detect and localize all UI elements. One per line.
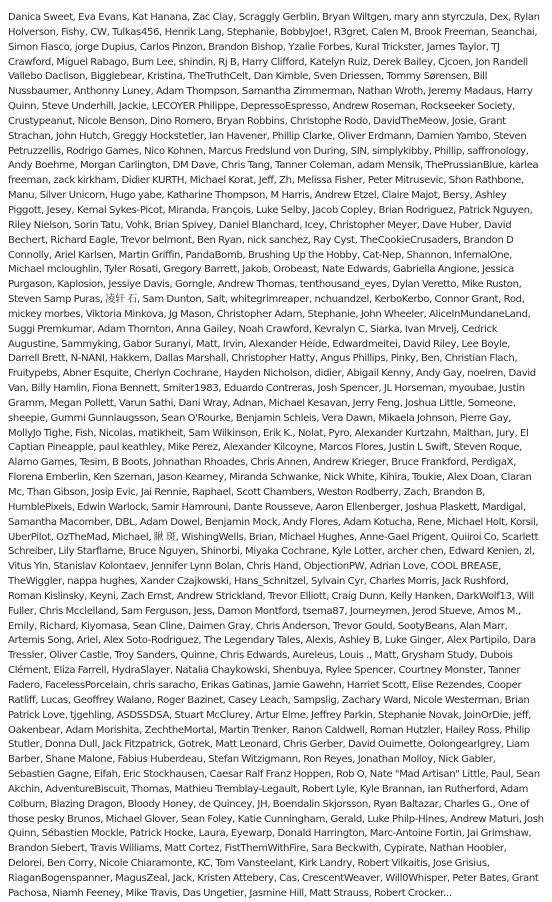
backer-credits-text: Danica Sweet, Eva Evans, Kat Hanana, Zac Clay, Scraggly Gerblin, Bryan Wiltgen, mary ann styrczula, Dex, Rylan Holverson, Fishy, CW, Tulkas456, Henrik Lang, Stephanie, BobbyJoe!, R3gret, Calen M, Brook Freeman, Seanchai, Simon Fiasco, jorge Dupius, Carlos Pinzon, Brandon Bishop, Yzalie Forbes, Kural Trickster, James Taylor, TJ Crawford, Miguel Rabago, Bum Lee, shindin, Rj B, Harry Clifford, Katelyn Ruiz, Derek Bailey, Cjcoen, Jon Randell Vallebo Daclison, Bigglebear, Kristina, TheTruthCelt, Dan Kimble, Sven Driessen, Tommy Sørensen, Bill Nussbaumer, Anthonny Luney, Adam Thompson, Samantha Zimmerman, Nathan Wroth, Jeremy Madaus, Harry Quinn, Steve Underhill, Jackie, LECOYER Philippe, DepressoEspresso, Andrew Roseman, Rockseeker Society, Crustypeanut, Nicole Benson, Dino Romero, Bryan Robbins, Christophe Rodo, DavidTheMeow, Josie, Grant Strachan, John Hutch, Greggy Hockstetler, Ian Havener, Phillip Clarke, Oliver Erdmann, Damien Yambo, Steven Petruzzellis, Rodrigo Games, Nico Kohnen, Marcus Fredslund von During, SIN, simplykibby, Phillip, saffronology, Andy Boehme, Morgan Carlington, DM Dave, Chris Tang, Tanner Coleman, adam Mensik, ThePrussianBlue, karlea freeman, zack kirkham, Didier KURTH, Michael Korat, Jeff, Zh, Melissa Fisher, Peter Mitrusevic, Shon Rathbone, Manu, Silver Unicorn, Hugo yabe, Katharine Thompson, M Harris, Andrew Etzel, Claire Majot, Bersy, Ashley Piggott, Jesey, Kemal Sykes-Picot, Miranda, François, Luke Selby, Jacob Copley, Brian Rodriguez, Patrick Nguyen, Riley Nielson, Sorin Tatu, Vohk, Brian Spivey, Daniel Blanchard, Icey, Christopher Meyer, Dave Huber, David Bechert, Richard Eagle, Trevor belmont, Ben Ryan, nick sanchez, Ray Cyst, TheCookieCrusaders, Brandon D Connolly, Ariel Karlsen, Martin Griffin, PandaBomb, Brushing Up the Hobby, Cat-Nep, Shannon, InfernalOne, Michael mcloughlin, Tyler Rosati, Gregory Barrett, Jakob, Orobeast, Nate Edwards, Gabriella Angione, Jessica Purgason, Kaplosion, Jessiye Davis, Gorngle, Andrew Thomas, tenthousand_eyes, Dylan Veretto, Mike Ruston, Steven Samp Puras, 凌轩 石, Sam Dunton, Salt, whitegrimreaper, nchuandzel, KerboKerbo, Connor Grant, Rod, mickey morbes, Viktoria Minkova, Jg Mason, Christopher Adam, Stephanie, John Wheeler, AliceInMundaneLand, Suggi Premkumar, Adam Thornton, Anna Gailey, Noah Crawford, Kevralyn C, Siarka, Ivan Mrvelj, Cedrick Augustine, Sammyking, Gabor Suranyi, Matt, Irvin, Alexander Heide, Edwardmeitei, David Riley, Lee Boyle, Darrell Brett, N-NANI, Hakkem, Dallas Marshall, Christopher Hatty, Angus Phillips, Pinky, Ben, Christian Flach, Fruitypebs, Abner Esquite, Cherlyn Cochrane, Hayden Nicholson, didier, Abigail Kenny, Andy Gay, noelren, David Van, Billy Hamlin, Fiona Bennett, Smiter1983, Eduardo Contreras, Josh Spencer, JL Horseman, myoubae, Justin Gramm, Megan Pollett, Varun Sathi, Dani Wray, Adnan, Michael Kesavan, Jerry Feng, Joshua Little, Someone, sheepie, Gummi Gunnlaugsson, Sean O'Rourke, Benjamin Schleis, Vera Dawn, Mikaela Johnson, Pierre Gay, MollyJo Tighe, Fish, Nicolas, matikheit, Sam Wilkinson, Erik K., Nolat, Pyro, Alexander Kurtzahn, Malthan, Jury, El Captian Pineapple, paul keathley, Mike Perez, Alexander Kilcoyne, Marcos Flores, Justin L Swift, Steven Roque, Alamo Games, Tesim, B Boots, Johnathan Rhoades, Chris Annen, Andrew Krieger, Bruce Frankford, PerdigaX, Florena Emberlin, Ken Szeman, Jason Kearney, Miranda Schwanke, Nick White, Kihira, Toukie, Alex Doan, Claran Mc, Than Gibson, Josip Evic, Jai Rennie, Raphael, Scott Chambers, Weston Rodberry, Zach, Brandon B, HumblePixels, Edwin Warlock, Samir Hamrouni, Dante Rousseve, Aaron Ellenberger, Joshua Plaskett, Mardigal, Samantha Macomber, DBL, Adam Dowel, Benjamin Mock, Andy Flores, Adam Kotucha, Rene, Michael Holt, Korsil, UberPilot, OzTheMad, Michael, 瞅 斑, WishingWells, Brian, Michael Hughes, Anne-Gael Prigent, Quiiroi Co, Scarlett Schreiber, Lily Starflame, Bruce Nguyen, Shinorbi, Miyaka Cochrane, Kyle Lotter, archer chen, Edward Kenien, zl, Vitus Yin, Stanislav Kolontaev, Jennifer Lynn Bolan, Chris Hand, ObjectionPW, Adrian Love, COOL BREASE, TheWiggler, nappa hughes, Xander Czajkowski, Hans_Schnitzel, Sylvain Cyr, Charles Morris, Jack Rushford, Roman Kislinsky, Keyni, Zach Ernst, Andrew Strickland, Trevor Elliott, Craig Dunn, Kelly Hanken, DarkWolf13, Will Fuller, Chris Mcclelland, Sam Ferguson, Jess, Damon Montford, tsema87, Journeymen, Jerod Stueve, Amos M., Emily, Richard, Kiyomasa, Sean Cline, Daimen Gray, Chris Anderson, Trevor Gould, SootyBeans, Alan Marr, Artemis Song, Ariel, Alex Soto-Rodriguez, The Legendary Tales, Alexis, Ashley B, Luke Ginger, Alex Partipilo, Dara Tressler, Oliver Castle, Troy Sanders, Quinne, Chris Edwards, Aureleus, Louis ., Matt, Grysham Study, Dubois Clément, Eliza Farrell, HydraSlayer, Natalia Chaykowski, Shenbuya, Rylee Spencer, Courtney Monster, Tanner Fadero, FacelessPorcelain, chris saracho, Erikas Gatinas, Jamie Gawehn, Harriet Scott, Elise Rezendes, Cooper Ratliff, Lucas, Geoffrey Walano, Roger Bazinet, Casey Leach, Sampslig, Zachary Ward, Nicole Westerman, Brian Patrick Love, tjgehling, ASDSSDSA, Stuart McClurey, Artur Elme, Jeffrey Parkin, Stephanie Novak, JoinOrDie, jeff, Oakenbear, Adam Morishita, ZechtheMortal, Martin Trenker, Ranon Caldwell, Roman Hutzler, Hailey Ross, Philip Stutler, Donna Dull, Jack Fitzpatrick, Gotrek, Matt Leonard, Chris Gerber, David Ouimette, Oolongearlgrey, Liam Barber, Shane Malone, Fabius Huberdeau, Stefan Witzigmann, Ron Reyes, Jonathan Molloy, Nick Gabler, Sebastien Gagne, Eifah, Eric Stockhausen, Caesar Ralf Franz Hoppen, Rob O, Nate "Mad Artisan" Little, Paul, Sean Akchin, AdventureBiscuit, Thomas, Mathieu Tremblay-Legault, Robert Lyle, Kyle Brannan, Ian Rutherford, Adam Colburn, Blazing Dragon, Bloody Honey, de Quincey, JH, Boendalin Skjorsson, Ryan Baltazar, Charles G., One of those pesky Brunos, Michael Glover, Sean Foley, Katie Cunningham, Gerald, Luke Philp-Hines, Andrew Maturi, Josh Quinn, Sébastien Mockle, Patrick Hocke, Laura, Eyewarp, Donald Harrington, Marc-Antoine Fortin, Jai Grimshaw, Brandon Siebert, Travis Williams, Matt Cortez, FistThemWithFire, Sara Beckwith, Cypirate, Nathan Hoobler, Delorei, Ben Corry, Nicole Chiaramonte, KC, Tom Vansteelant, Kirk Landry, Robert Vilkaitis, Jose Grisius, RiaganBogenspanner, MagusZeal, Jack, Kristen Attebery, Cas, CrescentWeaver, Will0Whisper, Peter Bates, Grant Pachosa, Niamh Feeney, Mike Travis, Das Ungetier, Jasmine Hill, Matt Strauss, Robert Crocker... <box>8 12 544 899</box>
